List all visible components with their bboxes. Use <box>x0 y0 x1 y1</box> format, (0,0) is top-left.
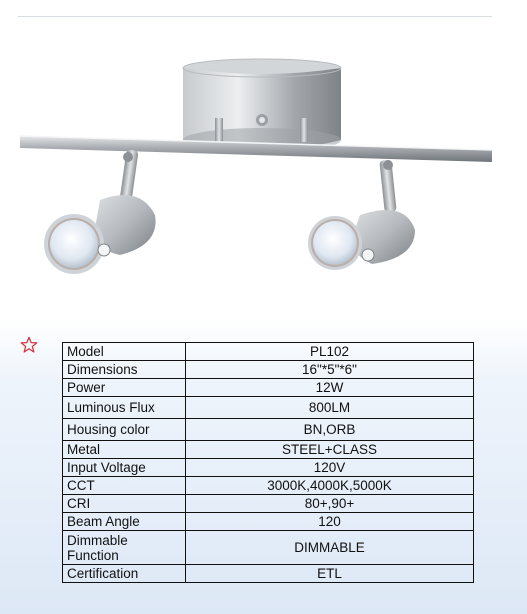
right-spot-head <box>308 160 415 270</box>
spec-label: Metal <box>63 441 186 459</box>
table-row <box>63 361 474 379</box>
spec-label: Dimmable Function <box>63 531 186 565</box>
canopy <box>183 59 341 152</box>
spec-label: CRI <box>63 495 186 513</box>
table-row <box>63 531 474 565</box>
table-row <box>63 513 474 531</box>
spec-label: CCT <box>63 477 186 495</box>
star-outline-icon <box>20 336 38 354</box>
spec-value: 16"*5"*6" <box>186 361 474 379</box>
spec-value: STEEL+CLASS <box>186 441 474 459</box>
spec-value: 80+,90+ <box>186 495 474 513</box>
spec-table <box>62 342 474 583</box>
spec-value: 3000K,4000K,5000K <box>186 477 474 495</box>
table-row <box>63 495 474 513</box>
table-row <box>63 441 474 459</box>
spec-value: BN,ORB <box>186 419 474 441</box>
spec-label: Dimensions <box>63 361 186 379</box>
table-row <box>63 419 474 441</box>
left-spot-head <box>44 149 156 274</box>
spec-value: 120 <box>186 513 474 531</box>
spec-value: 12W <box>186 379 474 397</box>
table-row <box>63 459 474 477</box>
table-row <box>63 565 474 583</box>
spec-label: Beam Angle <box>63 513 186 531</box>
spec-value: 800LM <box>186 397 474 419</box>
spec-value: PL102 <box>186 343 474 361</box>
spec-label: Power <box>63 379 186 397</box>
spec-value: DIMMABLE <box>186 531 474 565</box>
spec-value: ETL <box>186 565 474 583</box>
spec-value: 120V <box>186 459 474 477</box>
spec-label: Model <box>63 343 186 361</box>
spec-label: Luminous Flux <box>63 397 186 419</box>
table-row <box>63 343 474 361</box>
spec-label: Certification <box>63 565 186 583</box>
table-row <box>63 379 474 397</box>
table-row <box>63 477 474 495</box>
spec-label: Input Voltage <box>63 459 186 477</box>
spec-label: Housing color <box>63 419 186 441</box>
table-row <box>63 397 474 419</box>
